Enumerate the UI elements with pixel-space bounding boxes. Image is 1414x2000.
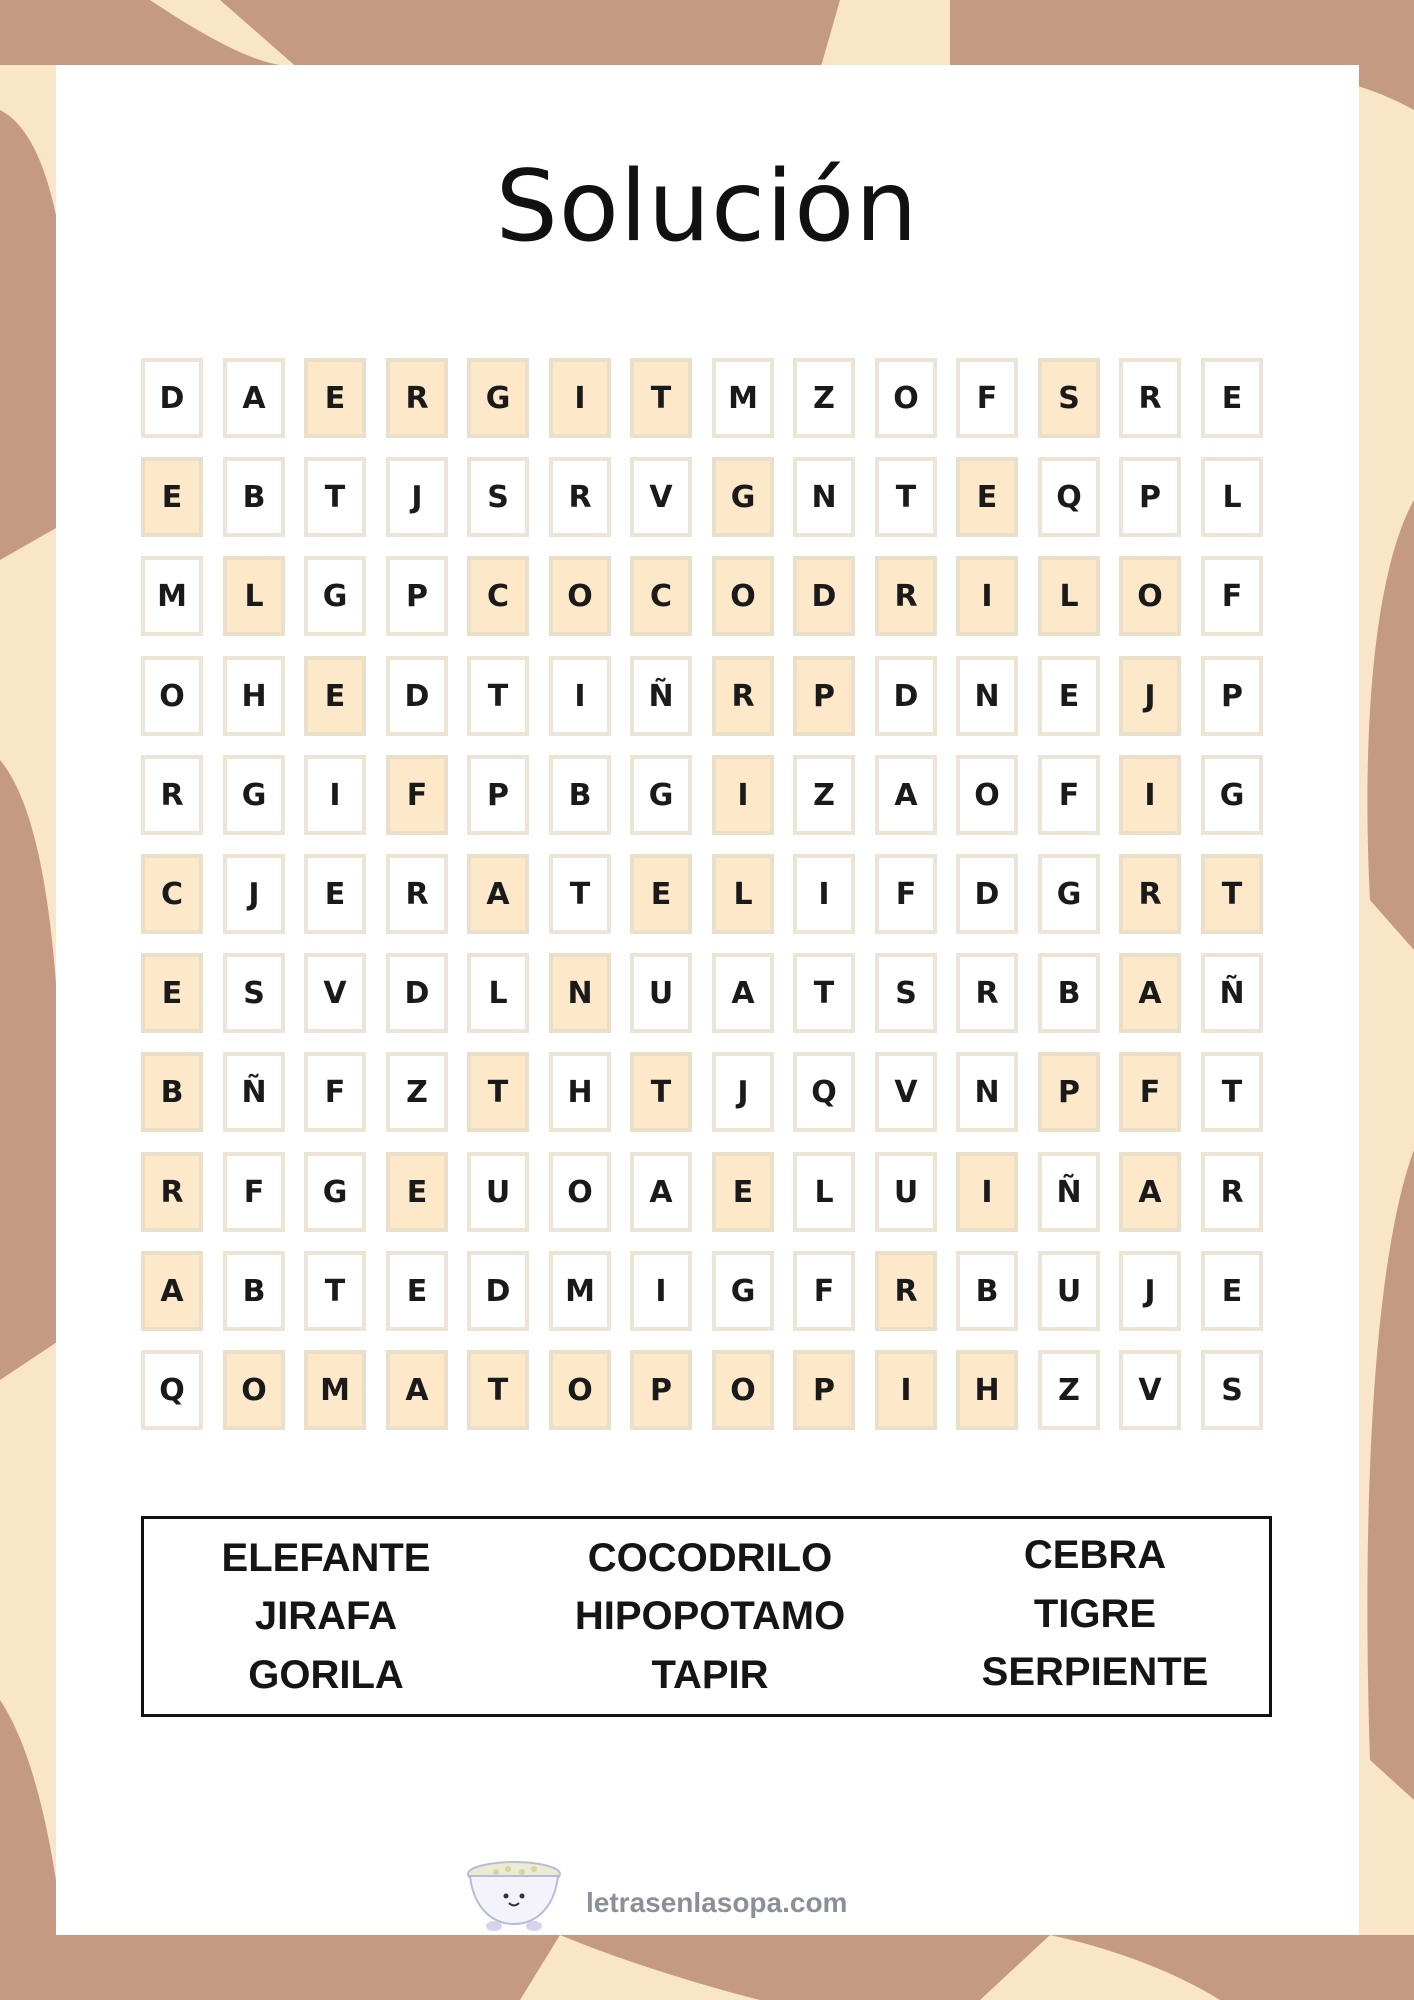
grid-cell[interactable]: C (467, 556, 529, 636)
grid-cell[interactable]: T (467, 1052, 529, 1132)
grid-cell[interactable]: H (223, 656, 285, 736)
word-item: GORILA (248, 1653, 404, 1697)
grid-cell[interactable]: B (956, 1251, 1018, 1331)
grid-cell[interactable]: I (875, 1350, 937, 1430)
grid-cell[interactable]: O (956, 755, 1018, 835)
grid-cell[interactable]: I (630, 1251, 692, 1331)
grid-cell[interactable]: T (1201, 854, 1263, 934)
grid-cell[interactable]: E (630, 854, 692, 934)
grid-cell[interactable]: G (304, 556, 366, 636)
grid-cell[interactable]: T (793, 953, 855, 1033)
grid-cell[interactable]: F (304, 1052, 366, 1132)
grid-cell[interactable]: O (1119, 556, 1181, 636)
grid-cell[interactable]: P (1201, 656, 1263, 736)
grid-cell[interactable]: D (875, 656, 937, 736)
grid-cell[interactable]: C (141, 854, 203, 934)
grid-cell[interactable]: G (304, 1152, 366, 1232)
grid-cell[interactable]: Ñ (1201, 953, 1263, 1033)
grid-cell[interactable]: Q (141, 1350, 203, 1430)
grid-cell[interactable]: L (1201, 457, 1263, 537)
grid-cell[interactable]: F (875, 854, 937, 934)
grid-cell[interactable]: S (875, 953, 937, 1033)
grid-cell[interactable]: A (386, 1350, 448, 1430)
grid-cell[interactable]: Ñ (1038, 1152, 1100, 1232)
grid-cell[interactable]: R (875, 1251, 937, 1331)
word-item: TIGRE (1033, 1592, 1157, 1636)
grid-cell[interactable]: S (1038, 358, 1100, 438)
grid-cell[interactable]: N (956, 656, 1018, 736)
grid-cell[interactable]: G (630, 755, 692, 835)
grid-cell[interactable]: G (712, 1251, 774, 1331)
grid-cell[interactable]: L (223, 556, 285, 636)
grid-cell[interactable]: B (549, 755, 611, 835)
grid-cell[interactable]: R (1119, 358, 1181, 438)
grid-cell[interactable]: J (223, 854, 285, 934)
grid-cell[interactable]: M (712, 358, 774, 438)
grid-cell[interactable]: D (386, 656, 448, 736)
word-list-box (141, 1516, 1272, 1717)
grid-cell[interactable]: E (304, 358, 366, 438)
grid-cell[interactable]: U (630, 953, 692, 1033)
grid-cell[interactable]: Z (793, 358, 855, 438)
grid-cell[interactable]: Z (1038, 1350, 1100, 1430)
grid-cell[interactable]: L (1038, 556, 1100, 636)
soup-bowl-logo-icon (466, 1860, 562, 1932)
grid-cell[interactable]: R (875, 556, 937, 636)
grid-cell[interactable]: A (875, 755, 937, 835)
grid-cell[interactable]: A (712, 953, 774, 1033)
grid-cell[interactable]: O (712, 1350, 774, 1430)
grid-cell[interactable]: D (467, 1251, 529, 1331)
word-item: COCODRILO (587, 1536, 833, 1580)
grid-cell[interactable]: Q (793, 1052, 855, 1132)
grid-cell[interactable]: E (386, 1152, 448, 1232)
grid-cell[interactable]: N (956, 1052, 1018, 1132)
grid-cell[interactable]: Z (793, 755, 855, 835)
grid-cell[interactable]: F (386, 755, 448, 835)
grid-cell[interactable]: A (630, 1152, 692, 1232)
word-item: HIPOPOTAMO (574, 1594, 846, 1638)
grid-cell[interactable]: O (223, 1350, 285, 1430)
grid-cell[interactable]: T (467, 1350, 529, 1430)
grid-cell[interactable]: G (1201, 755, 1263, 835)
grid-cell[interactable]: I (712, 755, 774, 835)
grid-cell[interactable]: M (549, 1251, 611, 1331)
grid-cell[interactable]: R (141, 755, 203, 835)
grid-cell[interactable]: P (467, 755, 529, 835)
grid-cell[interactable]: A (1119, 1152, 1181, 1232)
grid-cell[interactable]: A (1119, 953, 1181, 1033)
grid-cell[interactable]: L (712, 854, 774, 934)
grid-cell[interactable]: T (630, 358, 692, 438)
grid-cell[interactable]: F (1038, 755, 1100, 835)
grid-cell[interactable]: J (712, 1052, 774, 1132)
grid-cell[interactable]: D (386, 953, 448, 1033)
grid-cell[interactable]: E (712, 1152, 774, 1232)
grid-cell[interactable]: I (1119, 755, 1181, 835)
grid-cell[interactable]: B (141, 1052, 203, 1132)
grid-cell[interactable]: I (304, 755, 366, 835)
grid-cell[interactable]: P (793, 1350, 855, 1430)
word-item: SERPIENTE (981, 1650, 1209, 1694)
grid-cell[interactable]: S (223, 953, 285, 1033)
grid-cell[interactable]: T (467, 656, 529, 736)
grid-cell[interactable]: V (875, 1052, 937, 1132)
grid-cell[interactable]: V (1119, 1350, 1181, 1430)
grid-cell[interactable]: G (1038, 854, 1100, 934)
grid-cell[interactable]: F (1201, 556, 1263, 636)
grid-cell[interactable]: B (223, 1251, 285, 1331)
grid-cell[interactable]: N (549, 953, 611, 1033)
grid-cell[interactable]: O (549, 1152, 611, 1232)
grid-cell[interactable]: T (304, 457, 366, 537)
grid-cell[interactable]: I (793, 854, 855, 934)
grid-cell[interactable]: O (141, 656, 203, 736)
grid-cell[interactable]: P (386, 556, 448, 636)
grid-cell[interactable]: E (956, 457, 1018, 537)
grid-cell[interactable]: O (875, 358, 937, 438)
grid-cell[interactable]: R (549, 457, 611, 537)
footer-site-link[interactable]: letrasenlasopa.com (586, 1887, 848, 1918)
grid-cell[interactable]: E (1038, 656, 1100, 736)
grid-cell[interactable]: H (549, 1052, 611, 1132)
grid-cell[interactable]: V (304, 953, 366, 1033)
grid-cell[interactable]: E (141, 457, 203, 537)
grid-cell[interactable]: R (1119, 854, 1181, 934)
grid-cell[interactable]: P (630, 1350, 692, 1430)
grid-cell[interactable]: E (386, 1251, 448, 1331)
grid-cell[interactable]: J (1119, 1251, 1181, 1331)
grid-cell[interactable]: I (956, 1152, 1018, 1232)
word-item: ELEFANTE (221, 1536, 431, 1580)
grid-cell[interactable]: B (1038, 953, 1100, 1033)
grid-cell[interactable]: D (956, 854, 1018, 934)
grid-cell[interactable]: P (1119, 457, 1181, 537)
grid-cell[interactable]: R (1201, 1152, 1263, 1232)
grid-cell[interactable]: J (1119, 656, 1181, 736)
grid-cell[interactable]: L (467, 953, 529, 1033)
grid-cell[interactable]: E (304, 854, 366, 934)
grid-cell[interactable]: E (304, 656, 366, 736)
grid-cell[interactable]: T (304, 1251, 366, 1331)
grid-cell[interactable]: S (467, 457, 529, 537)
grid-cell[interactable]: I (549, 358, 611, 438)
grid-cell[interactable]: F (793, 1251, 855, 1331)
grid-cell[interactable]: R (386, 358, 448, 438)
grid-cell[interactable]: A (467, 854, 529, 934)
grid-cell[interactable]: O (549, 1350, 611, 1430)
grid-cell[interactable]: T (875, 457, 937, 537)
grid-cell[interactable]: L (793, 1152, 855, 1232)
grid-cell[interactable]: P (1038, 1052, 1100, 1132)
grid-cell[interactable]: B (223, 457, 285, 537)
grid-cell[interactable]: G (223, 755, 285, 835)
grid-cell[interactable]: I (956, 556, 1018, 636)
grid-cell[interactable]: F (223, 1152, 285, 1232)
letter-grid (141, 358, 1274, 1440)
grid-cell[interactable]: M (304, 1350, 366, 1430)
grid-cell[interactable]: Q (1038, 457, 1100, 537)
grid-cell[interactable]: R (141, 1152, 203, 1232)
grid-cell[interactable]: U (467, 1152, 529, 1232)
grid-cell[interactable]: R (956, 953, 1018, 1033)
grid-cell[interactable]: Z (386, 1052, 448, 1132)
grid-cell[interactable]: E (141, 953, 203, 1033)
grid-cell[interactable]: O (549, 556, 611, 636)
grid-cell[interactable]: A (141, 1251, 203, 1331)
page-title: Solución (495, 150, 919, 264)
grid-cell[interactable]: U (875, 1152, 937, 1232)
grid-cell[interactable]: F (956, 358, 1018, 438)
grid-cell[interactable]: R (712, 656, 774, 736)
grid-cell[interactable]: N (793, 457, 855, 537)
word-item: TAPIR (651, 1653, 769, 1697)
grid-cell[interactable]: T (1201, 1052, 1263, 1132)
grid-cell[interactable]: R (386, 854, 448, 934)
grid-cell[interactable]: C (630, 556, 692, 636)
word-item: JIRAFA (254, 1594, 398, 1638)
grid-cell[interactable]: O (712, 556, 774, 636)
grid-cell[interactable]: I (549, 656, 611, 736)
grid-cell[interactable]: P (793, 656, 855, 736)
grid-cell[interactable]: F (1119, 1052, 1181, 1132)
grid-cell[interactable]: T (630, 1052, 692, 1132)
grid-cell[interactable]: E (1201, 358, 1263, 438)
grid-cell[interactable]: V (630, 457, 692, 537)
grid-cell[interactable]: E (1201, 1251, 1263, 1331)
grid-cell[interactable]: J (386, 457, 448, 537)
grid-cell[interactable]: G (712, 457, 774, 537)
grid-cell[interactable]: U (1038, 1251, 1100, 1331)
grid-cell[interactable]: G (467, 358, 529, 438)
grid-cell[interactable]: Ñ (223, 1052, 285, 1132)
grid-cell[interactable]: A (223, 358, 285, 438)
grid-cell[interactable]: S (1201, 1350, 1263, 1430)
grid-cell[interactable]: H (956, 1350, 1018, 1430)
word-item: CEBRA (1023, 1533, 1167, 1577)
grid-cell[interactable]: D (141, 358, 203, 438)
grid-cell[interactable]: D (793, 556, 855, 636)
grid-cell[interactable]: M (141, 556, 203, 636)
grid-cell[interactable]: T (549, 854, 611, 934)
grid-cell[interactable]: Ñ (630, 656, 692, 736)
